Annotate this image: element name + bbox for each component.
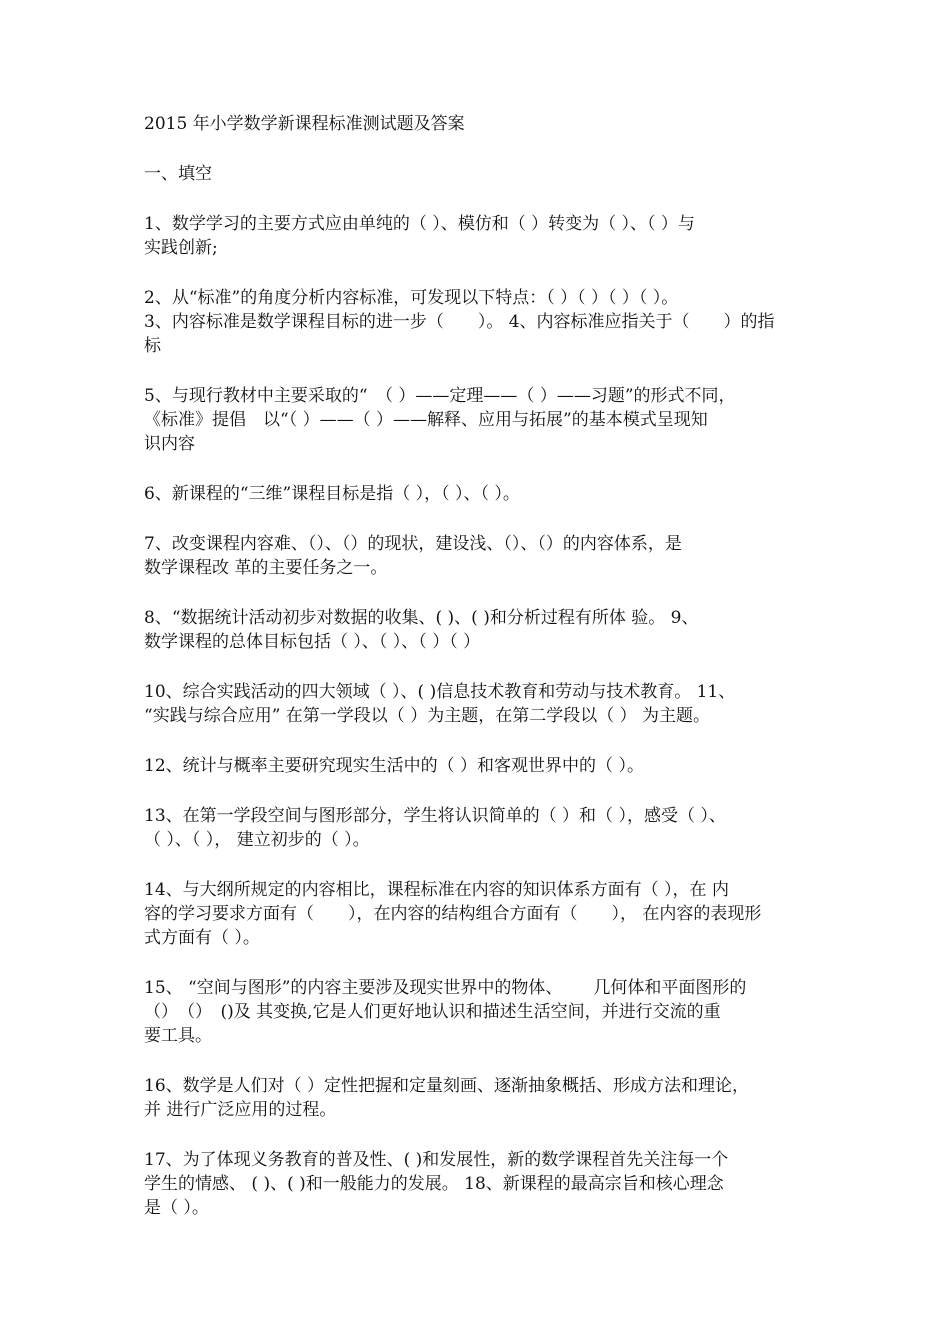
question-list bbox=[144, 212, 812, 1220]
question-line: 13、在第一学段空间与图形部分，学生将认识简单的（ ）和（ ），感受（ ）、 bbox=[144, 806, 726, 826]
question-paragraph bbox=[144, 286, 812, 358]
question-line: “实践与综合应用” 在第一学段以（ ）为主题，在第二学段以（ ） 为主题。 bbox=[144, 706, 710, 726]
question-line: 数学课程改 革的主要任务之一。 bbox=[144, 558, 388, 578]
question-paragraph bbox=[144, 1148, 812, 1220]
document-page bbox=[144, 112, 812, 1246]
question-paragraph bbox=[144, 384, 812, 456]
question-paragraph bbox=[144, 878, 812, 950]
question-line: 识内容 bbox=[144, 434, 195, 454]
question-paragraph bbox=[144, 532, 812, 580]
question-line: （ ）、（ ）， 建立初步的（ ）。 bbox=[144, 830, 370, 850]
question-paragraph bbox=[144, 680, 812, 728]
question-line: （） （） ()及 其变换,它是人们更好地认识和描述生活空间，并进行交流的重 bbox=[144, 1002, 721, 1022]
question-line: 1、数学学习的主要方式应由单纯的（ ）、模仿和（ ）转变为（ ）、（ ）与 bbox=[144, 214, 695, 234]
question-line: 2、从“标准”的角度分析内容标准，可发现以下特点：（ ）（ ）（ ）（ ）。 bbox=[144, 288, 679, 308]
question-line: 《标准》提倡 以“（ ）——（ ）——解释、应用与拓展”的基本模式呈现知 bbox=[144, 410, 708, 430]
question-line: 容的学习要求方面有（ ），在内容的结构组合方面有（ ）， 在内容的表现形 bbox=[144, 904, 762, 924]
question-line: 7、改变课程内容难、（）、（）的现状，建设浅、（）、（）的内容体系，是 bbox=[144, 534, 682, 554]
question-line: 式方面有（ ）。 bbox=[144, 928, 260, 948]
question-paragraph bbox=[144, 1074, 812, 1122]
question-paragraph bbox=[144, 482, 812, 506]
section-heading: 一、填空 bbox=[144, 164, 212, 184]
question-line: 实践创新; bbox=[144, 238, 218, 258]
question-line: 是（ ）。 bbox=[144, 1198, 209, 1218]
question-line: 8、“数据统计活动初步对数据的收集、( )、( )和分析过程有所体 验。 9、 bbox=[144, 608, 699, 628]
question-line: 17、为了体现义务教育的普及性、( )和发展性，新的数学课程首先关注每一个 bbox=[144, 1150, 729, 1170]
question-line: 14、与大纲所规定的内容相比，课程标准在内容的知识体系方面有（ ），在 内 bbox=[144, 880, 729, 900]
question-line: 学生的情感、 ( )、( )和一般能力的发展。 18、新课程的最高宗旨和核心理念 bbox=[144, 1174, 724, 1194]
question-line: 16、数学是人们对（ ）定性把握和定量刻画、逐渐抽象概括、形成方法和理论， bbox=[144, 1076, 750, 1096]
question-paragraph bbox=[144, 754, 812, 778]
document-title: 2015 年小学数学新课程标准测试题及答案 bbox=[144, 114, 465, 134]
question-line: 5、与现行教材中主要采取的“ （ ）——定理——（ ）——习题”的形式不同， bbox=[144, 386, 736, 406]
question-line: 15、 “空间与图形”的内容主要涉及现实世界中的物体、 几何体和平面图形的 bbox=[144, 978, 747, 998]
question-paragraph bbox=[144, 804, 812, 852]
question-paragraph bbox=[144, 606, 812, 654]
question-line: 并 进行广泛应用的过程。 bbox=[144, 1100, 337, 1120]
question-line: 10、综合实践活动的四大领域（ ）、( )信息技术教育和劳动与技术教育。 11、 bbox=[144, 682, 736, 702]
question-paragraph bbox=[144, 976, 812, 1048]
question-line: 标 bbox=[144, 336, 161, 356]
question-line: 3、内容标准是数学课程目标的进一步（ ）。 4、内容标准应指关于（ ）的指 bbox=[144, 312, 775, 332]
question-line: 6、新课程的“三维”课程目标是指（ ），（ ）、（ ）。 bbox=[144, 484, 520, 504]
question-paragraph bbox=[144, 212, 812, 260]
question-line: 要工具。 bbox=[144, 1026, 212, 1046]
question-line: 数学课程的总体目标包括（ ）、（ ）、（ ）（ ） bbox=[144, 632, 481, 652]
question-line: 12、统计与概率主要研究现实生活中的（ ）和客观世界中的（ ）。 bbox=[144, 756, 644, 776]
